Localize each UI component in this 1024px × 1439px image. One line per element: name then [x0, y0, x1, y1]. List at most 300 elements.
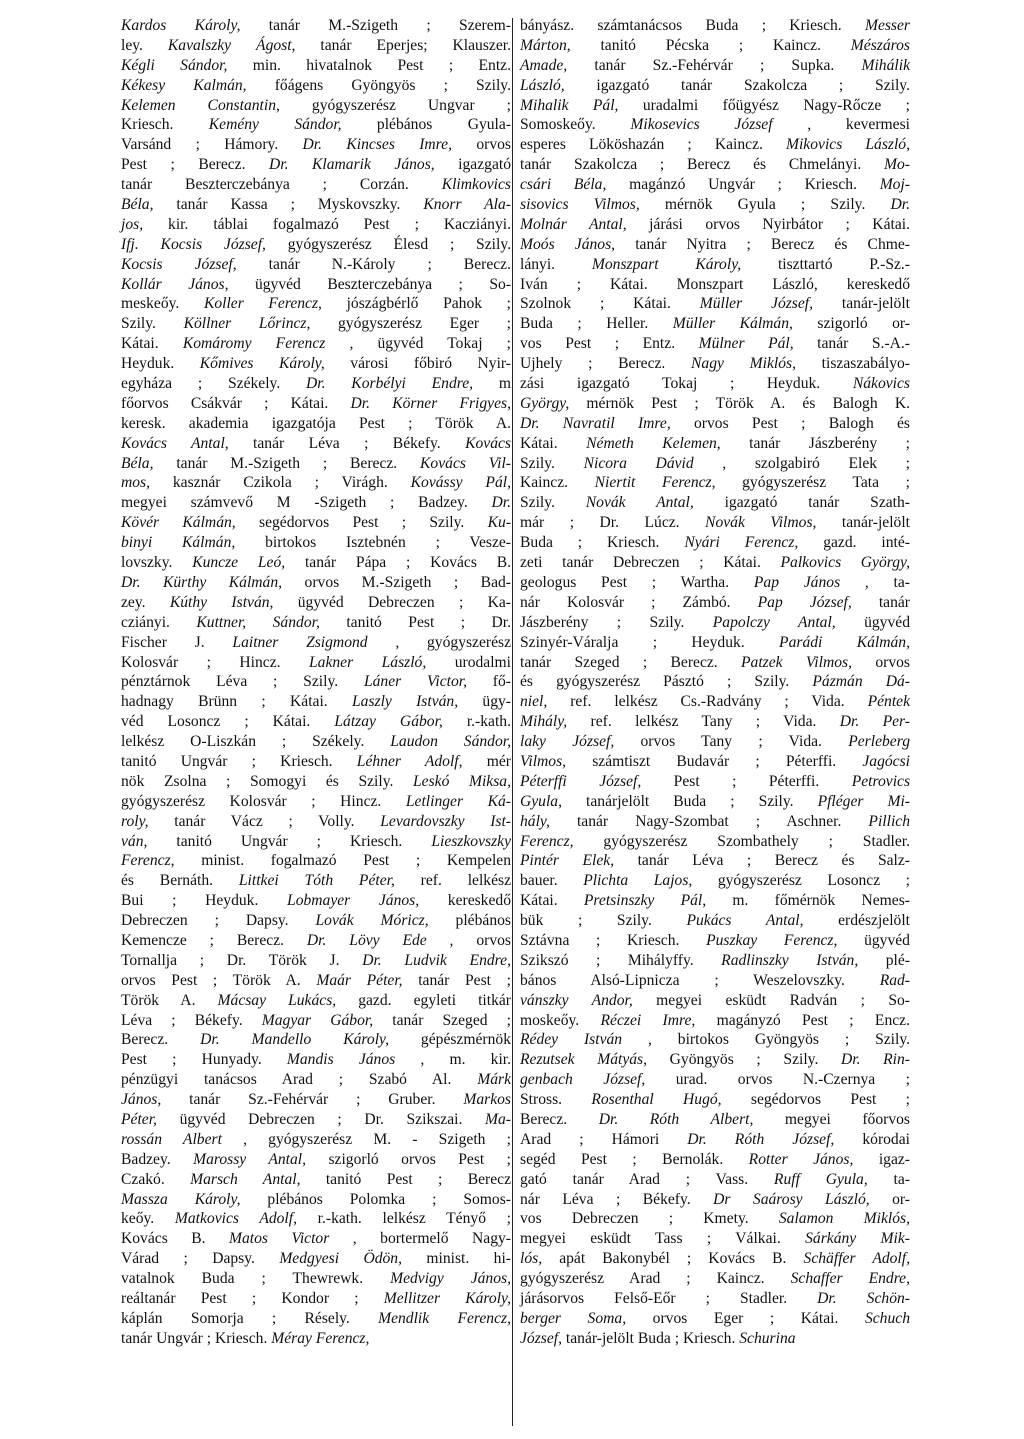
- text-line: [520, 1289, 910, 1309]
- person-name: Matkovics Adolf,: [174, 1210, 297, 1228]
- person-name: Moj-: [879, 176, 910, 194]
- entry-text: Jászberény ; Szily.: [520, 613, 713, 631]
- entry-text: megyei főorvos: [753, 1110, 911, 1128]
- text-line: [520, 1011, 910, 1031]
- person-name: Németh Kelemen,: [586, 434, 721, 452]
- text-line: [121, 16, 511, 36]
- entry-text: plébános Polomka ; Somos-: [240, 1190, 511, 1208]
- entry-text: tanár Eperjes; Klauszer.: [295, 36, 511, 54]
- person-name: Laszly István,: [351, 693, 459, 711]
- entry-text: tanár Léva ; Békefy.: [228, 434, 466, 452]
- text-line: [121, 653, 511, 673]
- person-name: Markos: [463, 1091, 511, 1109]
- entry-text: Heyduk.: [121, 355, 200, 373]
- text-line: [121, 354, 511, 374]
- person-name: Kovács: [465, 434, 511, 452]
- column-divider: [512, 18, 513, 1426]
- entry-text: orvos Pest ; Török A.: [121, 971, 317, 989]
- text-line: [520, 991, 910, 1011]
- person-name: Dr. Róth Albert,: [598, 1110, 754, 1128]
- entry-text: tanárjelölt Buda ; Szily.: [562, 792, 818, 810]
- entry-text: gépészmérnök: [389, 1031, 511, 1049]
- entry-text: birtokos Isztebnén ; Vesze-: [235, 534, 511, 552]
- text-line: [520, 434, 910, 454]
- entry-text: orvos M.-Szigeth ; Bad-: [282, 573, 511, 591]
- person-name: Mellitzer Károly,: [383, 1290, 511, 1307]
- entry-text: Szinyér-Váralja ; Heyduk.: [520, 633, 780, 651]
- person-name: Ma-: [485, 1110, 511, 1128]
- entry-text: r.-kath.: [442, 713, 511, 731]
- text-line: [121, 931, 511, 951]
- person-name: Müller Kálmán,: [672, 315, 793, 333]
- text-line: [121, 792, 511, 812]
- person-name: Mihálik: [861, 56, 910, 74]
- text-line: [520, 812, 910, 832]
- person-name: Patzek Vilmos,: [741, 653, 852, 671]
- person-name: Mihalik Pál,: [520, 96, 619, 114]
- entry-text: Szolnok ; Kátai.: [520, 295, 700, 313]
- entry-text: urodalmi: [426, 653, 511, 671]
- text-line: [520, 692, 910, 712]
- entry-text: jószágbérlő Pahok ;: [321, 295, 511, 313]
- entry-text: városi főbiró Nyir-: [324, 355, 511, 373]
- entry-text: Szily.: [121, 315, 184, 333]
- person-name: Béla,: [121, 454, 154, 472]
- text-line: [121, 155, 511, 175]
- person-name: Schäffer Adolf,: [803, 1250, 910, 1268]
- person-name: Lakner László,: [308, 653, 427, 671]
- person-name: sisovics Vilmos,: [520, 196, 640, 214]
- text-line: [121, 1229, 511, 1249]
- text-line: [121, 1329, 511, 1349]
- text-line: [520, 1030, 910, 1050]
- entry-text: Szikszó ; Mihályffy.: [520, 951, 722, 969]
- person-name: Péter,: [121, 1110, 157, 1128]
- text-line: [121, 1309, 511, 1329]
- entry-text: tiszaszabályo-: [795, 355, 910, 373]
- text-line: [121, 434, 511, 454]
- person-name: Schaffer Endre,: [790, 1270, 910, 1288]
- text-line: [121, 1070, 511, 1090]
- person-name: Péntek: [867, 693, 910, 711]
- entry-text: tiszttartó P.-Sz.-: [741, 255, 911, 273]
- person-name: Dr.: [491, 494, 511, 512]
- entry-text: és gyógyszerész Pásztó ; Szily.: [520, 673, 813, 691]
- person-name: Jagócsi: [862, 752, 910, 770]
- entry-text: zeti tanár Debreczen ; Kátai.: [520, 554, 781, 572]
- person-name: Komáromy Ferencz ,: [182, 335, 354, 353]
- person-name: Márk: [477, 1071, 511, 1089]
- text-line: [121, 633, 511, 653]
- person-name: Medvigy János,: [390, 1270, 511, 1288]
- entry-text: zey.: [121, 593, 170, 611]
- person-name: Littkei Tóth Péter,: [238, 872, 395, 890]
- person-name: Dr. Mandello Károly,: [200, 1031, 389, 1049]
- entry-text: tanár Sz.-Fehérvár ; Supka.: [567, 56, 862, 74]
- text-line: [121, 1190, 511, 1210]
- entry-text: keőy.: [121, 1210, 175, 1228]
- entry-text: igazgató: [434, 156, 512, 174]
- text-line: [520, 294, 910, 314]
- entry-text: Bui ; Heyduk.: [121, 892, 288, 910]
- person-name: Pázmán Dá-: [812, 673, 910, 691]
- text-line: [121, 235, 511, 255]
- entry-text: tanitó Pest ; Berecz: [300, 1170, 511, 1188]
- text-line: [520, 533, 910, 553]
- person-name: roly,: [121, 812, 149, 830]
- entry-text: kasznár Czikola ; Virágh.: [150, 474, 411, 492]
- text-line: [121, 195, 511, 215]
- entry-text: tanitó Ungvár ; Kriesch.: [147, 832, 432, 850]
- person-name: Mihály,: [520, 713, 568, 731]
- entry-text: gyógyszerész Eger ;: [310, 315, 512, 333]
- person-name: Kocsis József,: [121, 255, 237, 273]
- person-name: Laitner Zsigmond ,: [232, 633, 400, 651]
- person-name: Kuttner, Sándor,: [196, 613, 320, 631]
- person-name: Nagy Miklós,: [691, 355, 796, 373]
- entry-text: Iván ; Kátai. Monszpart László, kereskedő: [520, 275, 910, 293]
- text-line: [520, 931, 910, 951]
- person-name: Laudon Sándor,: [390, 733, 511, 751]
- text-line: [520, 1209, 910, 1229]
- entry-text: Kovács B.: [121, 1230, 230, 1248]
- entry-text: keresk. akademia igazgatója Pest ; Török A.: [121, 414, 511, 432]
- text-line: [121, 175, 511, 195]
- person-name: Dr. Klamarik János,: [269, 156, 435, 174]
- entry-text: tanár Szeged ;: [373, 1011, 511, 1029]
- text-line: [121, 1130, 511, 1150]
- entry-text: bányász. számtanácsos Buda ; Kriesch.: [520, 17, 865, 34]
- person-name: Mácsay Lukács,: [217, 991, 337, 1009]
- entry-text: orvos Pest ; Balogh és: [670, 414, 910, 432]
- entry-text: tanitó Pécska ; Kaincz.: [570, 36, 851, 54]
- person-name: Kelemen Constantin,: [121, 96, 280, 114]
- entry-text: nár Kolosvár ; Zámbó.: [520, 593, 758, 611]
- person-name: Monszpart Károly,: [591, 255, 742, 273]
- entry-text: magánzó Ungvár ; Kriesch.: [606, 176, 880, 194]
- text-line: [520, 314, 910, 334]
- entry-text: igazgató tanár Szath-: [693, 494, 911, 512]
- entry-text: apát Bakonybél ; Kovács B.: [542, 1250, 804, 1268]
- entry-text: birtokos Gyöngyös ; Szily.: [651, 1031, 911, 1049]
- person-name: Mandis János ,: [286, 1051, 425, 1069]
- person-name: Leskó Miksa,: [413, 772, 511, 790]
- entry-text: min. hivatalnok Pest ; Entz.: [227, 56, 511, 74]
- entry-text: moskeőy.: [520, 1011, 601, 1029]
- person-name: Dr. Lövy Ede ,: [306, 931, 454, 949]
- entry-text: orvos Eger ; Kátai.: [626, 1309, 865, 1327]
- entry-text: Buda ; Heller.: [520, 315, 673, 333]
- entry-text: ley.: [121, 36, 168, 54]
- person-name: Kúthy István,: [169, 593, 274, 611]
- person-name: Ferencz,: [520, 832, 574, 850]
- entry-text: tanár Beszterczebánya ; Corzán.: [121, 176, 442, 194]
- entry-text: Berecz.: [121, 1031, 201, 1049]
- text-line: [121, 394, 511, 414]
- entry-text: szigorló orvos Pest ;: [306, 1150, 511, 1168]
- entry-text: kereskedő: [419, 892, 511, 910]
- entry-text: egyháza ; Székely.: [121, 375, 307, 393]
- entry-text: r.-kath. lelkész Tényő ;: [297, 1210, 511, 1228]
- person-name: mos,: [121, 474, 151, 492]
- person-name: Novák Vilmos,: [705, 514, 817, 532]
- right-column: [520, 16, 910, 1349]
- person-name: Salamon Miklós,: [778, 1210, 910, 1228]
- person-name: Mészáros: [850, 36, 910, 54]
- person-name: Nyári Ferencz,: [684, 534, 799, 552]
- person-name: Méray Ferencz,: [271, 1329, 370, 1347]
- entry-text: ta-: [867, 1170, 910, 1188]
- person-name: Dr. Rin-: [841, 1051, 910, 1069]
- person-name: ván,: [121, 832, 148, 850]
- text-line: [121, 593, 511, 613]
- person-name: Mendlik Ferencz,: [378, 1309, 511, 1327]
- entry-text: minist. hi-: [402, 1250, 511, 1268]
- person-name: Marossy Antal,: [193, 1150, 307, 1168]
- person-name: Kékesy Kalmán,: [121, 76, 247, 94]
- entry-text: Kátai.: [121, 335, 183, 353]
- text-line: [121, 692, 511, 712]
- entry-text: Varsánd ; Hámory.: [121, 136, 303, 154]
- entry-text: plébános Gyula-: [341, 116, 512, 134]
- text-line: [520, 712, 910, 732]
- person-name: Maár Péter,: [316, 971, 403, 989]
- person-name: Massza Károly,: [121, 1190, 241, 1208]
- entry-text: cziányi.: [121, 613, 197, 631]
- entry-text: m. kir.: [424, 1051, 512, 1069]
- entry-text: ügyvéd Debreczen ; Dr. Szikszai.: [156, 1110, 486, 1128]
- person-name: Dr. Róth József,: [687, 1130, 835, 1148]
- text-line: [520, 96, 910, 116]
- person-name: rossán Albert ,: [121, 1130, 247, 1148]
- text-line: [520, 1070, 910, 1090]
- entry-text: gazd. inté-: [798, 534, 910, 552]
- text-line: [121, 812, 511, 832]
- entry-text: tanitó Pest ; Dr.: [319, 613, 511, 631]
- left-column: [121, 16, 511, 1349]
- entry-text: gyógyszerész Tata ;: [715, 474, 910, 492]
- text-line: [520, 1150, 910, 1170]
- entry-text: plébános: [428, 912, 511, 930]
- text-line: [520, 1110, 910, 1130]
- person-name: Petrovics: [851, 772, 911, 790]
- entry-text: gyógyszerész Élesd ; Szily.: [265, 235, 512, 253]
- text-line: [520, 215, 910, 235]
- entry-text: tanár Szakolcza ; Berecz és Chmelányi.: [520, 156, 885, 174]
- entry-text: ügyvéd Tokaj ;: [353, 335, 511, 353]
- entry-text: tanár Sz.-Fehérvár ; Gruber.: [161, 1091, 464, 1109]
- person-name: binyi Kálmán,: [121, 534, 236, 552]
- entry-text: és Bernáth.: [121, 872, 239, 890]
- text-line: [520, 275, 910, 295]
- entry-text: tanár M.-Szigeth ; Szerem-: [240, 17, 511, 34]
- text-line: [121, 951, 511, 971]
- text-line: [121, 294, 511, 314]
- text-line: [121, 712, 511, 732]
- person-name: Puszkay Ferencz,: [706, 931, 838, 949]
- text-line: [520, 16, 910, 36]
- person-name: Kégli Sándor,: [121, 56, 228, 74]
- text-line: [520, 832, 910, 852]
- person-name: Dr.: [890, 196, 910, 214]
- text-line: [520, 493, 910, 513]
- text-line: [520, 135, 910, 155]
- entry-text: kevermesi: [811, 116, 910, 134]
- text-line: [121, 135, 511, 155]
- person-name: Köllner Lőrincz,: [183, 315, 311, 333]
- entry-text: kórodai: [834, 1130, 910, 1148]
- person-name: Dr. Kincses Imre,: [302, 136, 452, 154]
- person-name: Rédey István ,: [520, 1031, 652, 1049]
- person-name: Béla,: [121, 196, 154, 214]
- entry-text: Kemencze ; Berecz.: [121, 931, 307, 949]
- entry-text: Kátai.: [520, 892, 584, 910]
- entry-text: minist. fogalmazó Pest ; Kempelen: [174, 852, 511, 870]
- text-line: [121, 1090, 511, 1110]
- entry-text: járásorvos Felső-Eőr ; Stadler.: [520, 1290, 818, 1307]
- person-name: Moós János,: [520, 235, 616, 253]
- person-name: Péterffi József,: [520, 772, 642, 790]
- person-name: Kavalszky Ágost,: [167, 36, 296, 54]
- person-name: Léhner Adolf,: [356, 752, 463, 770]
- entry-text: mérnök Gyula ; Szily.: [639, 196, 891, 214]
- text-line: [520, 1229, 910, 1249]
- entry-text: Buda ; Kriesch.: [520, 534, 685, 552]
- text-line: [520, 76, 910, 96]
- entry-text: Pest ; Hunyady.: [121, 1051, 287, 1069]
- text-line: [520, 414, 910, 434]
- text-line: [520, 1130, 910, 1150]
- person-name: jos,: [121, 215, 144, 233]
- person-name: Letlinger Ká-: [405, 792, 511, 810]
- text-line: [121, 553, 511, 573]
- entry-text: ta-: [868, 573, 910, 591]
- person-name: Niertit Ferencz,: [594, 474, 716, 492]
- text-line: [520, 653, 910, 673]
- entry-text: pénztárnok Léva ; Szily.: [121, 673, 364, 691]
- person-name: Lovák Móricz,: [315, 912, 429, 930]
- entry-text: tanár-jelölt: [813, 295, 910, 313]
- person-name: Mikovics László,: [785, 136, 910, 154]
- text-line: [520, 633, 910, 653]
- entry-text: Arad ; Hámori: [520, 1130, 688, 1148]
- text-line: [520, 871, 910, 891]
- text-line: [121, 334, 511, 354]
- text-line: [520, 374, 910, 394]
- person-name: Kovács Antal,: [121, 434, 229, 452]
- entry-text: Badzey.: [121, 1150, 194, 1168]
- person-name: György,: [520, 394, 570, 412]
- entry-text: tanár Léva ; Berecz és Salz-: [614, 852, 910, 870]
- person-name: Pfléger Mi-: [817, 792, 911, 810]
- entry-text: magányzó Pest ; Encz.: [695, 1011, 910, 1029]
- person-name: János,: [121, 1091, 162, 1109]
- person-name: Látzay Gábor,: [334, 713, 443, 731]
- text-line: [520, 1170, 910, 1190]
- text-line: [121, 533, 511, 553]
- text-line: [121, 36, 511, 56]
- entry-text: Török A.: [121, 991, 218, 1009]
- entry-text: gyógyszerész Ungvar ;: [279, 96, 511, 114]
- entry-text: orvos: [452, 136, 511, 154]
- text-line: [121, 971, 511, 991]
- person-name: Márton,: [520, 36, 571, 54]
- entry-text: kir. táblai fogalmazó Pest ; Kacziányi.: [143, 215, 511, 233]
- person-name: Rotter János,: [748, 1150, 854, 1168]
- text-line: [121, 454, 511, 474]
- entry-text: geologus Pest ; Wartha.: [520, 573, 754, 591]
- person-name: Klimkovics: [441, 176, 511, 194]
- text-line: [520, 195, 910, 215]
- entry-text: vatalnok Buda ; Thewrewk.: [121, 1270, 391, 1288]
- text-line: [121, 613, 511, 633]
- text-line: [520, 1249, 910, 1269]
- person-name: laky József,: [520, 733, 615, 751]
- person-name: Rosenthal Hugó,: [591, 1091, 722, 1109]
- entry-text: Fischer J.: [121, 633, 233, 651]
- entry-text: mérnök Pest ; Török A. és Balogh K.: [569, 394, 910, 412]
- entry-text: lányi.: [520, 255, 592, 273]
- entry-text: ügyvéd Debreczen ; Ka-: [273, 593, 511, 611]
- text-line: [520, 235, 910, 255]
- entry-text: gyógyszerész Losoncz ;: [692, 872, 910, 890]
- person-name: Marsch Antal,: [190, 1170, 301, 1188]
- entry-text: gyógyszerész M. - Szigeth ;: [246, 1130, 511, 1148]
- entry-text: m: [473, 375, 512, 393]
- person-name: Sárkány Mik-: [805, 1230, 910, 1248]
- entry-text: gyógyszerész Kolosvár ; Hincz.: [121, 792, 406, 810]
- entry-text: Kátai.: [520, 434, 587, 452]
- entry-text: megyei esküdt Radván ; So-: [632, 991, 910, 1009]
- text-line: [520, 454, 910, 474]
- text-line: [520, 613, 910, 633]
- entry-text: megyei számvevő M -Szigeth ; Badzey.: [121, 494, 492, 512]
- person-name: Dr. Ludvik Endre,: [362, 951, 511, 969]
- entry-text: gyógyszerész Arad ; Kaincz.: [520, 1270, 791, 1288]
- text-line: [121, 891, 511, 911]
- person-name: Dr. Per-: [839, 713, 911, 731]
- entry-text: tanár Nagy-Szombat ; Aschner.: [549, 812, 869, 830]
- person-name: Kollár János,: [121, 275, 229, 293]
- entry-text: tanár Vácz ; Volly.: [148, 812, 381, 830]
- entry-text: m. főmérnök Nemes-: [706, 892, 910, 910]
- person-name: Ruff Gyula,: [773, 1170, 868, 1188]
- person-name: Koller Ferencz,: [203, 295, 322, 313]
- person-name: Nákovics: [852, 375, 910, 393]
- text-line: [520, 911, 910, 931]
- text-line: [121, 513, 511, 533]
- entry-text: orvos: [852, 653, 910, 671]
- entry-text: ügy-: [458, 693, 511, 711]
- text-line: [121, 573, 511, 593]
- entry-text: igaz-: [853, 1150, 910, 1168]
- person-name: Papolczy Antal,: [712, 613, 836, 631]
- entry-text: gyógyszerész: [399, 633, 512, 651]
- entry-text: Ujhely ; Berecz.: [520, 355, 692, 373]
- text-line: [520, 593, 910, 613]
- entry-text: Debreczen ; Dapsy.: [121, 912, 316, 930]
- person-name: Mo-: [884, 156, 910, 174]
- entry-text: tanár-jelölt Buda ; Kriesch.: [562, 1329, 740, 1347]
- text-line: [520, 573, 910, 593]
- person-name: Matos Victor ,: [229, 1230, 357, 1248]
- person-name: Kemény Sándor,: [208, 116, 342, 134]
- text-line: [121, 473, 511, 493]
- person-name: Dr. Korbélyi Endre,: [306, 375, 474, 393]
- text-line: [121, 1249, 511, 1269]
- text-line: [121, 414, 511, 434]
- person-name: Schuch: [864, 1309, 910, 1327]
